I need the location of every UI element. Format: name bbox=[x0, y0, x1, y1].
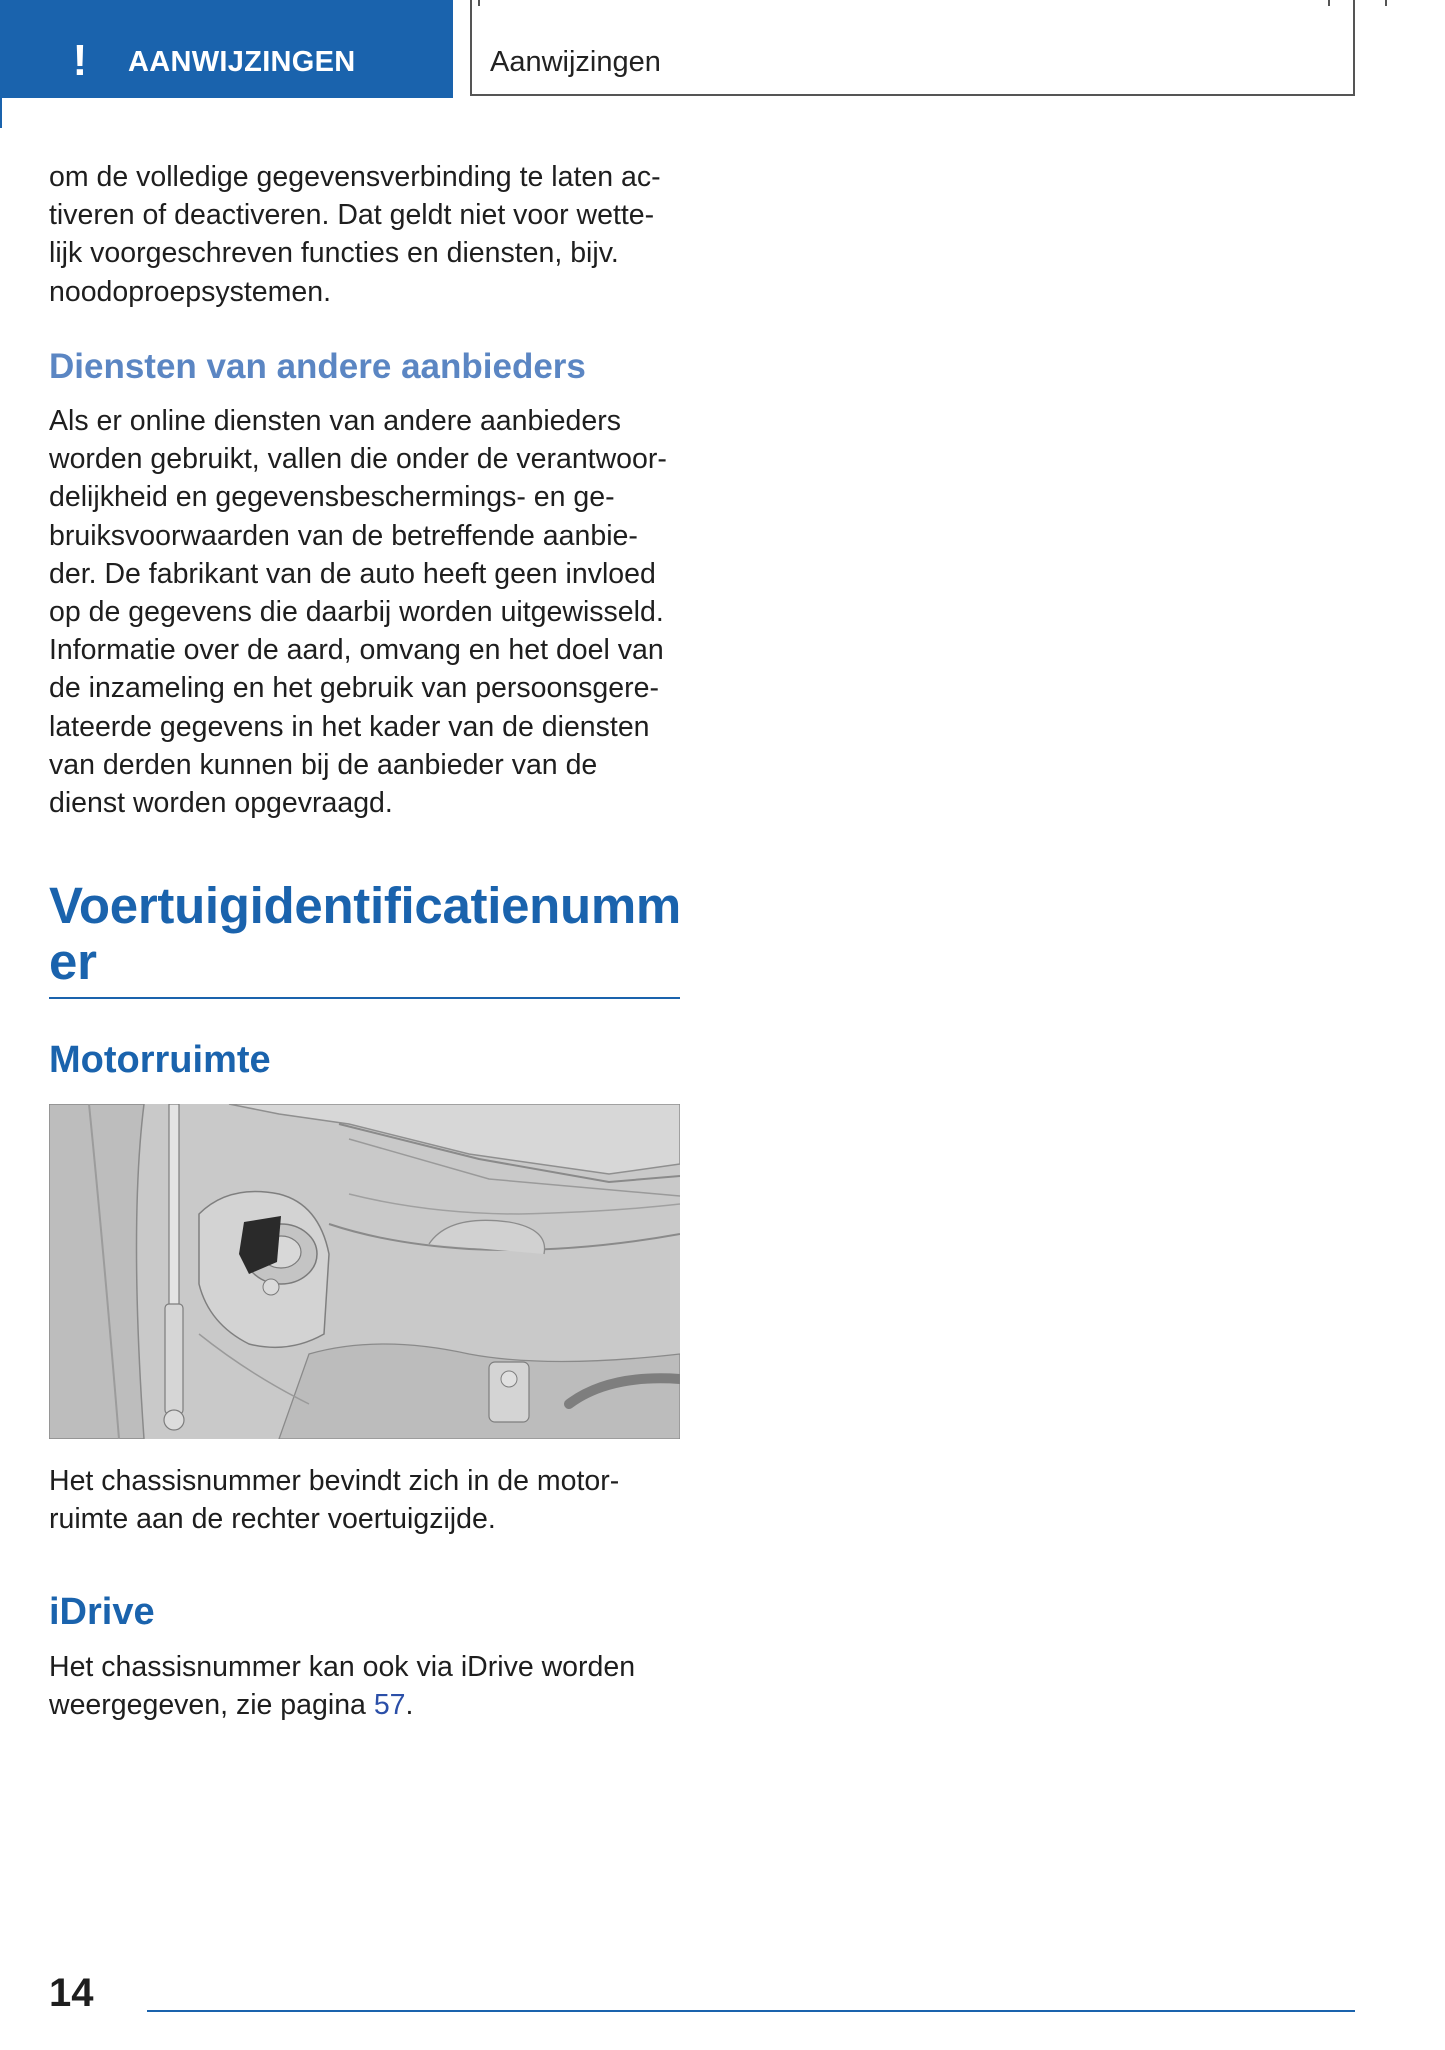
engine-bay-heading: Motorruimte bbox=[49, 1039, 271, 1081]
text-line: Het chassisnummer bevindt zich in de motor- bbox=[49, 1465, 620, 1497]
header-tick bbox=[1385, 0, 1387, 6]
text-line: dienst worden opgevraagd. bbox=[49, 787, 393, 820]
text-line: Het chassisnummer kan ook via iDrive worden bbox=[49, 1651, 636, 1683]
text-fragment: weergegeven, zie pagina bbox=[49, 1689, 374, 1722]
chapter-tab-edge bbox=[0, 0, 2, 128]
text-line: Als er online diensten van andere aanbieders bbox=[49, 405, 621, 437]
text-line: tiveren of deactiveren. Dat geldt niet voor wette- bbox=[49, 199, 655, 232]
header-tick bbox=[478, 0, 480, 6]
text-line: worden gebruikt, vallen die onder de verantwoor- bbox=[49, 443, 667, 476]
text-line: op de gegevens die daarbij worden uitgewisseld. bbox=[49, 596, 664, 629]
warning-icon: ! bbox=[72, 36, 88, 85]
third-party-paragraph bbox=[49, 402, 679, 822]
engine-bay-caption bbox=[49, 1462, 679, 1538]
chapter-title: AANWIJZINGEN bbox=[128, 46, 356, 78]
section-divider bbox=[49, 997, 680, 999]
text-line: der. De fabrikant van de auto heeft geen invloed bbox=[49, 557, 656, 590]
idrive-heading: iDrive bbox=[49, 1591, 155, 1633]
vin-heading-line: er bbox=[49, 933, 97, 990]
third-party-heading: Diensten van andere aanbieders bbox=[49, 347, 586, 386]
header-tick bbox=[1328, 0, 1330, 6]
intro-paragraph bbox=[49, 158, 679, 311]
vin-section bbox=[49, 878, 679, 990]
page-number: 14 bbox=[49, 1971, 94, 2015]
text-line bbox=[49, 1686, 679, 1724]
idrive-paragraph bbox=[49, 1648, 679, 1724]
footer-rule bbox=[147, 2010, 1355, 2012]
text-fragment: . bbox=[405, 1689, 414, 1722]
text-line: lateerde gegevens in het kader van de diensten bbox=[49, 710, 650, 743]
text-line: de inzameling en het gebruik van persoonsgere- bbox=[49, 672, 659, 705]
text-line: lijk voorgeschreven functies en diensten, bijv. bbox=[49, 237, 619, 270]
text-line: Informatie over de aard, omvang en het doel van bbox=[49, 634, 664, 667]
page-reference-link[interactable]: 57 bbox=[373, 1689, 406, 1722]
idrive-section bbox=[49, 1590, 679, 1634]
text-line: noodoproepsystemen. bbox=[49, 275, 332, 308]
text-line: ruimte aan de rechter voertuigzijde. bbox=[49, 1503, 496, 1536]
vin-heading-line: Voertuigidentificatienumm bbox=[49, 877, 681, 934]
text-line: bruiksvoorwaarden van de betreffende aanbie- bbox=[49, 519, 638, 552]
engine-bay-illustration bbox=[49, 1104, 680, 1439]
third-party-section bbox=[49, 346, 679, 388]
engine-bay-section bbox=[49, 1038, 679, 1082]
section-title: Aanwijzingen bbox=[490, 46, 661, 78]
text-line: delijkheid en gegevensbeschermings- en ge- bbox=[49, 481, 615, 514]
text-line: om de volledige gegevensverbinding te laten ac- bbox=[49, 161, 661, 193]
engine-bay-drawing bbox=[49, 1104, 680, 1439]
text-line: van derden kunnen bij de aanbieder van de bbox=[49, 748, 598, 781]
